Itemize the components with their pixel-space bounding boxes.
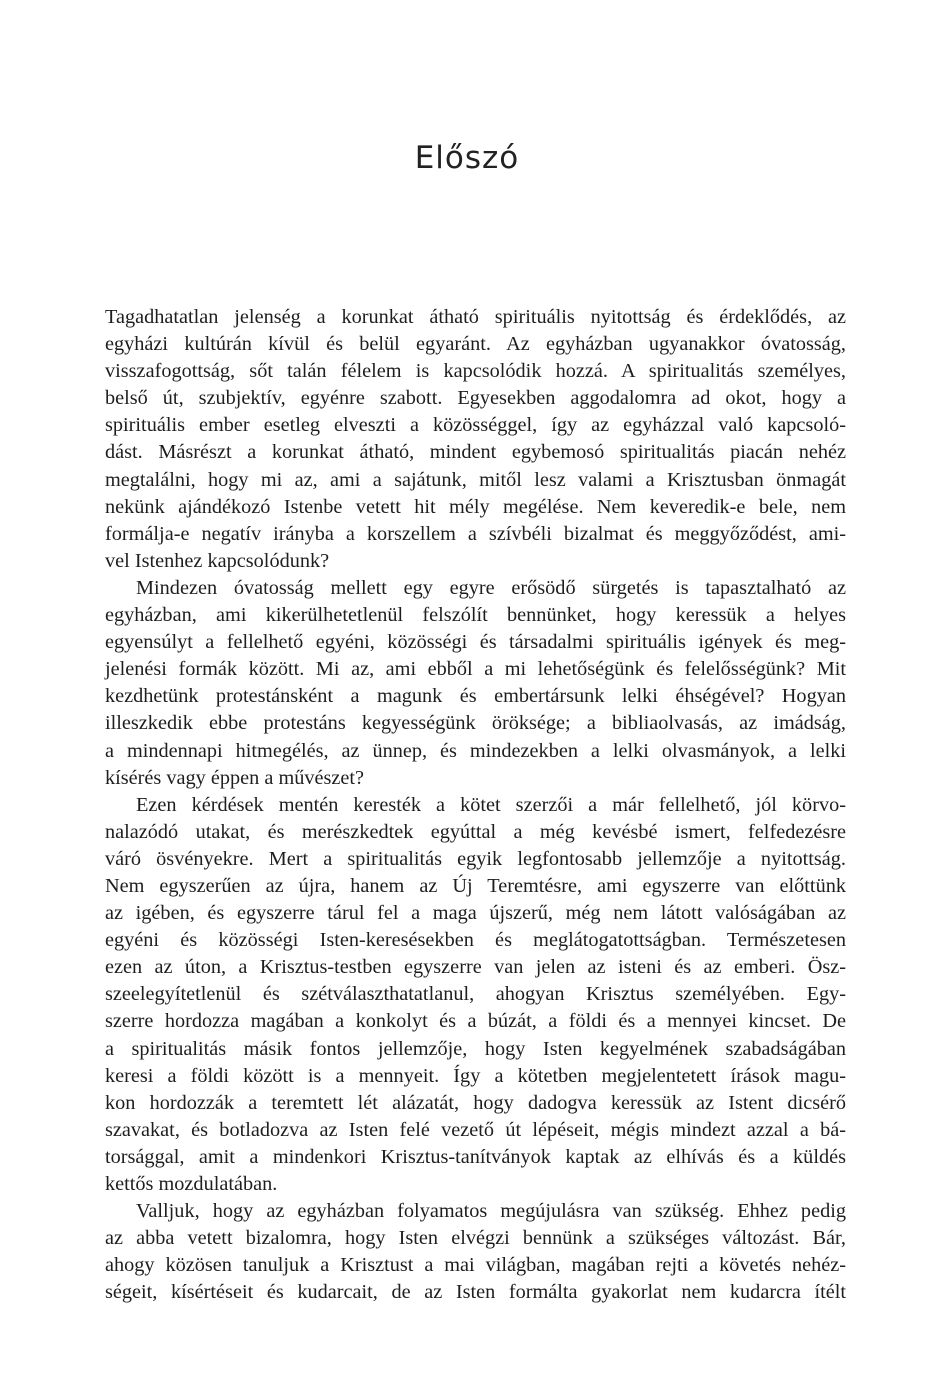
- text-line: visszafogottság, sőt talán félelem is kapcsolódik hozzá. A spiritualitás személyes,: [105, 360, 846, 383]
- text-line: a spiritualitás másik fontos jellemzője, hogy Isten kegyelmének szabadságában: [105, 1037, 846, 1060]
- text-line: illeszkedik ebbe protestáns kegyességünk öröksége; a bibliaolvasás, az imádság,: [105, 712, 846, 735]
- text-line: szeelegyítetlenül és szétválaszthatatlanul, ahogyan Krisztus személyében. Egy-: [105, 983, 846, 1006]
- text-line: Nem egyszerűen az újra, hanem az Új Teremtésre, ami egyszerre van előttünk: [105, 874, 846, 897]
- text-line: kettős mozdulatában.: [105, 1173, 278, 1195]
- text-line: Valljuk, hogy az egyházban folyamatos megújulásra van szükség. Ehhez pedig: [136, 1200, 846, 1223]
- text-line: dást. Másrészt a korunkat átható, mindent egybemosó spiritualitás piacán nehéz: [105, 441, 846, 464]
- text-line: szerre hordozza magában a konkolyt és a búzát, a földi és a mennyei kincset. De: [105, 1010, 846, 1033]
- text-line: formálja-e negatív irányba a korszellem a szívbéli bizalmat és meggyőződést, ami-: [105, 522, 846, 545]
- text-line: egyéni és közösségi Isten-keresésekben és meglátogatottságban. Természetesen: [105, 929, 846, 952]
- text-line: kísérés vagy éppen a művészet?: [105, 766, 365, 789]
- text-line: megtalálni, hogy mi az, ami a sajátunk, mitől lesz valami a Krisztusban önmagát: [105, 468, 846, 491]
- text-line: nalazódó utakat, és merészkedtek egyúttal a még kevésbé ismert, felfedezésre: [105, 820, 846, 843]
- text-line: Ezen kérdések mentén keresték a kötet szerzői a már fellelhető, jól körvo-: [136, 793, 846, 816]
- text-line: jelenési formák között. Mi az, ami ebből a mi lehetőségünk és felelősségünk? Mit: [105, 658, 846, 681]
- paragraph-1: [105, 304, 846, 575]
- text-line: egyensúlyt a fellelhető egyéni, közösségi és társadalmi spirituális igények és meg-: [105, 631, 846, 654]
- text-line: ezen az úton, a Krisztus-testben egyszerre van jelen az isteni és az emberi. Ösz-: [105, 956, 846, 979]
- text-line: egyházban, ami kikerülhetetlenül felszólít bennünket, hogy keressük a helyes: [105, 604, 846, 627]
- text-line: ségeit, kísértéseit és kudarcait, de az Isten formálta gyakorlat nem kudarcra ítélt: [105, 1281, 846, 1304]
- text-line: keresi a földi között is a mennyeit. Így a kötetben megjelentetett írások magu-: [105, 1064, 846, 1087]
- text-line: torsággal, amit a mindenkori Krisztus-tanítványok kaptak az elhívás és a küldés: [105, 1145, 846, 1168]
- text-line: ahogy közösen tanuljuk a Krisztust a mai világban, magában rejti a követés nehéz-: [105, 1254, 846, 1277]
- text-line: nekünk ajándékozó Istenbe vetett hit mély megélése. Nem keveredik-e bele, nem: [105, 495, 846, 518]
- body-text: [105, 304, 846, 1306]
- text-line: belső út, szubjektív, egyénre szabott. Egyesekben aggodalomra ad okot, hogy a: [105, 387, 846, 410]
- paragraph-3: [105, 792, 846, 1198]
- text-line: vel Istenhez kapcsolódunk?: [105, 549, 330, 572]
- paragraph-4: [105, 1198, 846, 1306]
- page-title: Előszó: [414, 140, 520, 176]
- text-line: az igében, és egyszerre tárul fel a maga újszerű, még nem látott valóságában az: [105, 902, 846, 925]
- text-line: váró ösvényekre. Mert a spiritualitás egyik legfontosabb jellemzője a nyitottság.: [105, 847, 846, 870]
- text-line: Tagadhatatlan jelenség a korunkat átható spirituális nyitottság és érdeklődés, az: [105, 306, 846, 328]
- paragraph-2: [105, 575, 846, 792]
- text-line: az abba vetett bizalomra, hogy Isten elvégzi bennünk a szükséges változást. Bár,: [105, 1227, 846, 1250]
- text-line: szavakat, és botladozva az Isten felé vezető út lépéseit, mégis mindezt azzal a bá-: [105, 1118, 846, 1141]
- text-line: a mindennapi hitmegélés, az ünnep, és mindezekben a lelki olvasmányok, a lelki: [105, 739, 846, 762]
- text-line: kezdhetünk protestánsként a magunk és embertársunk lelki éhségével? Hogyan: [105, 685, 846, 708]
- text-line: spirituális ember esetleg elveszti a közösséggel, így az egyházzal való kapcsoló-: [105, 414, 846, 437]
- text-line: egyházi kultúrán kívül és belül egyaránt. Az egyházban ugyanakkor óvatosság,: [105, 333, 846, 356]
- text-line: kon hordozzák a teremtett lét alázatát, hogy dadogva keressük az Istent dicsérő: [105, 1091, 846, 1114]
- text-line: Mindezen óvatosság mellett egy egyre erősödő sürgetés is tapasztalható az: [136, 576, 846, 599]
